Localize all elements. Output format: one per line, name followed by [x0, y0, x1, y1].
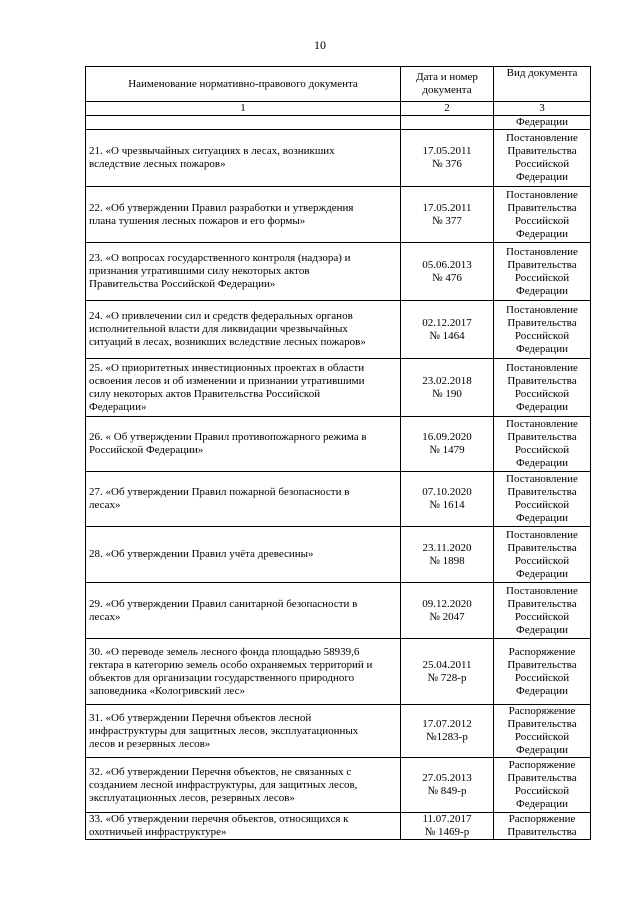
cell-line: № 728-р [427, 671, 467, 684]
cell-line: Российской [514, 387, 570, 400]
cell-line: №1283-р [426, 731, 468, 743]
cell-line: заповедника «Кологривский лес» [89, 684, 245, 697]
cell-line: № 1464 [429, 329, 465, 342]
cell-line: 07.10.2020 [422, 486, 472, 498]
table-row [86, 705, 591, 758]
document-kind-cell [494, 243, 591, 301]
cell-line: Правительства [507, 374, 577, 387]
cell-line: Российской Федерации» [89, 444, 204, 456]
cell-line: 28. «Об утверждении Правил учёта древесины» [89, 548, 314, 560]
header-date-line: Дата и номер [416, 71, 478, 83]
cell-line: Правительства [507, 541, 577, 554]
table-row [86, 301, 591, 359]
cell-line: № 377 [432, 214, 462, 227]
cell-line: Постановление [506, 584, 578, 597]
cell-line: 02.12.2017 [422, 316, 472, 329]
document-kind-cell [494, 813, 591, 840]
column-number: 2 [401, 102, 494, 116]
cell-line: Российской [514, 610, 570, 623]
cell-line: плана тушения лесных пожаров и его формы» [89, 214, 306, 227]
document-name-cell [86, 472, 401, 527]
document-name-cell [86, 301, 401, 359]
cell-line: 05.06.2013 [422, 258, 472, 271]
document-name-cell [86, 639, 401, 705]
header-document-name: Наименование нормативно-правового документа [86, 67, 401, 102]
cell-line: Распоряжение [508, 813, 576, 825]
table-row [86, 639, 591, 705]
cell-line: 26. « Об утверждении Правил противопожарного режима в [89, 431, 367, 443]
document-kind-cell [494, 187, 591, 243]
cell-line: Федерации [516, 400, 568, 413]
date-number-cell [401, 813, 494, 840]
table-row [86, 527, 591, 583]
cell-line: 23.02.2018 [422, 374, 472, 387]
cell-line: 30. «О переводе земель лесного фонда площадью 58939,6 [89, 645, 360, 658]
cell-line: № 376 [432, 158, 462, 170]
cell-line: Российской [514, 785, 570, 797]
cell-line: 33. «Об утверждении перечня объектов, относящихся к [89, 813, 349, 825]
cell-line: № 1898 [429, 554, 465, 567]
cell-line: 29. «Об утверждении Правил санитарной безопасности в [89, 597, 358, 610]
date-number-cell [401, 187, 494, 243]
cell-line: 21. «О чрезвычайных ситуациях в лесах, возникших [89, 145, 335, 157]
cell-line: Постановление [506, 132, 578, 144]
document-kind-cell [494, 301, 591, 359]
cell-line: эксплуатационных лесов, резервных лесов» [89, 791, 295, 804]
date-number-cell [401, 130, 494, 187]
document-name-cell [86, 527, 401, 583]
cell-line: Постановление [506, 528, 578, 541]
cell-line: Федерации [516, 567, 568, 580]
document-name-cell [86, 583, 401, 639]
cell-line: 17.05.2011 [422, 145, 472, 157]
cell-line: 31. «Об утверждении Перечня объектов лесной [89, 711, 312, 724]
document-name-cell [86, 187, 401, 243]
date-number-cell [401, 527, 494, 583]
cell-line: № 1469-р [424, 826, 470, 838]
cell-line: ситуаций в лесах, возникших вследствие лесных пожаров» [89, 336, 366, 348]
cell-line: Правительства [507, 258, 577, 271]
cell-line: Федерации [516, 684, 568, 697]
header-date-line: документа [422, 84, 472, 96]
continuation-kind-cell: Федерации [494, 116, 591, 130]
cell-line: Правительства [507, 597, 577, 610]
cell-line: Федерации» [89, 400, 147, 413]
cell-line: Федерации [516, 798, 568, 810]
cell-line: 16.09.2020 [422, 431, 472, 443]
cell-line: 24. «О привлечении сил и средств федеральных органов [89, 310, 353, 322]
table-row [86, 187, 591, 243]
cell-line: исполнительной власти для ликвидации чрезвычайных [89, 323, 348, 335]
cell-line: № 849-р [427, 785, 467, 797]
cell-line: 32. «Об утверждении Перечня объектов, не связанных с [89, 765, 352, 778]
cell-line: Российской [514, 554, 570, 567]
cell-line: Распоряжение [508, 645, 576, 658]
cell-line: Постановление [506, 245, 578, 258]
document-name-cell [86, 130, 401, 187]
document-name-cell [86, 813, 401, 840]
table-row [86, 813, 591, 840]
document-kind-cell [494, 472, 591, 527]
cell-line: 17.07.2012 [422, 718, 472, 730]
page-number: 10 [314, 38, 326, 52]
cell-line: Российской [514, 158, 570, 170]
cell-line: Правительства [507, 658, 577, 671]
date-number-cell [401, 359, 494, 417]
cell-line: Правительства [507, 201, 577, 214]
cell-line: Распоряжение [508, 759, 576, 771]
cell-line: 23. «О вопросах государственного контроля (надзора) и [89, 252, 351, 264]
cell-line: Российской [514, 499, 570, 511]
cell-line: 25.04.2011 [422, 658, 472, 671]
cell-line: 17.05.2011 [422, 201, 472, 214]
cell-line: 27.05.2013 [422, 772, 472, 784]
cell-line: Правительства [507, 486, 577, 498]
cell-line: 22. «Об утверждении Правил разработки и утверждения [89, 201, 354, 214]
cell-line: № 1614 [429, 499, 465, 511]
cell-line: Правительства [507, 145, 577, 157]
cell-line: Федерации [516, 284, 568, 297]
cell-line: Российской [514, 444, 570, 456]
cell-line: Российской [514, 731, 570, 743]
date-number-cell [401, 639, 494, 705]
cell-line: Федерации [516, 227, 568, 240]
table-row [86, 243, 591, 301]
cell-line: Постановление [506, 303, 578, 316]
cell-line: 23.11.2020 [422, 541, 472, 554]
date-number-cell [401, 583, 494, 639]
document-name-cell [86, 243, 401, 301]
cell-line: Российской [514, 214, 570, 227]
cell-line: созданием лесной инфраструктуры, для защитных лесов, [89, 778, 358, 791]
table-row [86, 472, 591, 527]
header-date-number [401, 67, 494, 102]
cell-line: признания утратившими силу некоторых актов [89, 265, 310, 277]
cell-line: Постановление [506, 418, 578, 430]
cell-line: Правительства [507, 316, 577, 329]
cell-line: освоения лесов и об изменении и признании утратившими [89, 374, 365, 387]
document-kind-cell [494, 417, 591, 472]
cell-line: № 2047 [429, 610, 465, 623]
cell-line: лесов и резервных лесов» [89, 737, 211, 750]
cell-line: лесах» [89, 610, 121, 623]
cell-line: Правительства [507, 431, 577, 443]
cell-line: Постановление [506, 188, 578, 201]
document-kind-cell [494, 583, 591, 639]
cell-line: Российской [514, 271, 570, 284]
cell-line: Российской [514, 329, 570, 342]
column-number: 1 [86, 102, 401, 116]
date-number-cell [401, 758, 494, 813]
cell-line: Правительства [507, 718, 577, 730]
document-kind-cell [494, 758, 591, 813]
continuation-row [86, 116, 591, 130]
document-kind-cell [494, 130, 591, 187]
continuation-name-cell [86, 116, 401, 130]
table-row [86, 583, 591, 639]
cell-line: Правительства [507, 772, 577, 784]
cell-line: Правительства [507, 826, 577, 838]
regulatory-documents-table [85, 66, 591, 840]
column-number: 3 [494, 102, 591, 116]
cell-line: № 476 [432, 271, 462, 284]
document-name-cell [86, 705, 401, 758]
date-number-cell [401, 472, 494, 527]
cell-line: № 1479 [429, 444, 465, 456]
cell-line: Федерации [516, 457, 568, 469]
table-row [86, 758, 591, 813]
cell-line: Федерации [516, 171, 568, 183]
cell-line: Федерации [516, 342, 568, 355]
cell-line: вследствие лесных пожаров» [89, 158, 226, 170]
document-kind-cell [494, 527, 591, 583]
continuation-date-cell [401, 116, 494, 130]
document-kind-cell [494, 705, 591, 758]
header-document-kind: Вид документа [494, 67, 591, 102]
cell-line: 11.07.2017 [422, 813, 472, 825]
cell-line: Федерации [516, 744, 568, 756]
cell-line: Постановление [506, 361, 578, 374]
date-number-cell [401, 705, 494, 758]
cell-line: 27. «Об утверждении Правил пожарной безопасности в [89, 486, 350, 498]
cell-line: Федерации [516, 512, 568, 524]
table-header-row [86, 67, 591, 102]
date-number-cell [401, 243, 494, 301]
cell-line: силу некоторых актов Правительства Российской [89, 387, 321, 400]
table-row [86, 417, 591, 472]
cell-line: инфраструктуры для защитных лесов, эксплуатационных [89, 724, 359, 737]
document-name-cell [86, 758, 401, 813]
cell-line: охотничьей инфраструктуре» [89, 826, 227, 838]
date-number-cell [401, 301, 494, 359]
cell-line: № 190 [432, 387, 462, 400]
cell-line: лесах» [89, 499, 121, 511]
cell-line: 25. «О приоритетных инвестиционных проектах в области [89, 361, 365, 374]
cell-line: Постановление [506, 473, 578, 485]
cell-line: Российской [514, 671, 570, 684]
document-name-cell [86, 417, 401, 472]
document-name-cell [86, 359, 401, 417]
column-number-row [86, 102, 591, 116]
cell-line: объектов для организации государственного природного [89, 671, 355, 684]
table-row [86, 130, 591, 187]
date-number-cell [401, 417, 494, 472]
cell-line: 09.12.2020 [422, 597, 472, 610]
cell-line: Федерации [516, 623, 568, 636]
cell-line: гектара в категорию земель особо охраняемых территорий и [89, 658, 373, 671]
document-kind-cell [494, 359, 591, 417]
document-kind-cell [494, 639, 591, 705]
cell-line: Распоряжение [508, 705, 576, 717]
table-row [86, 359, 591, 417]
cell-line: Правительства Российской Федерации» [89, 278, 276, 290]
